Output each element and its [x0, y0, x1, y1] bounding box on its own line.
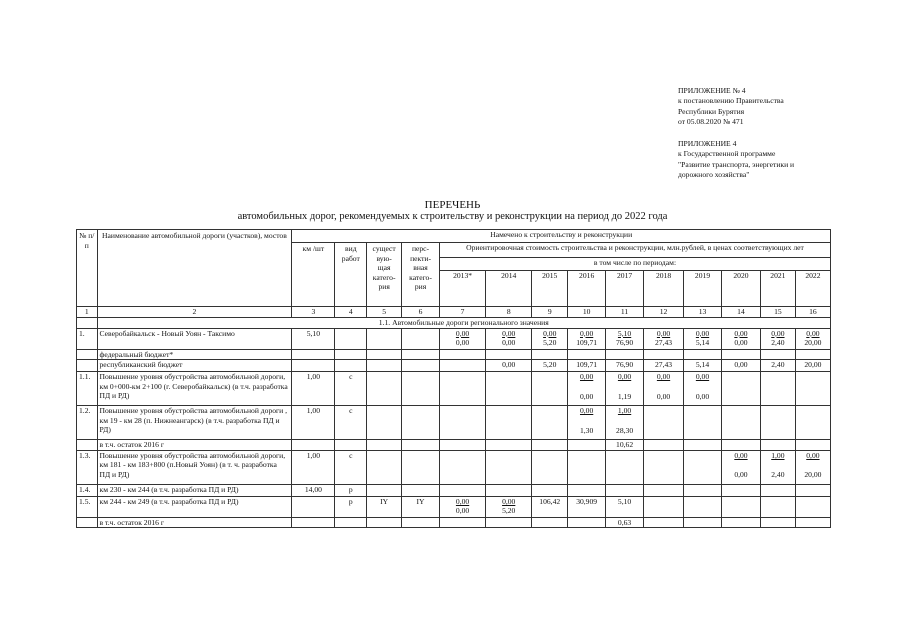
year-value-cell — [440, 372, 486, 406]
year-value-cell — [568, 360, 606, 372]
year-value-cell — [440, 517, 486, 528]
plan-value: 0,00 — [502, 328, 516, 338]
row-work: с — [335, 406, 367, 440]
year-value-cell — [721, 517, 760, 528]
column-number: 1 — [77, 307, 98, 318]
year-value-cell — [760, 406, 795, 440]
year-value-cell — [644, 328, 684, 349]
row-km — [292, 517, 335, 528]
table-row — [77, 349, 831, 360]
year-value-cell — [644, 517, 684, 528]
document-title: ПЕРЕЧЕНЬ — [424, 199, 481, 211]
cost-value: 20,00 — [804, 470, 822, 480]
row-work — [335, 517, 367, 528]
plan-value: 0,00 — [695, 372, 710, 382]
year-value-cell — [532, 349, 568, 360]
year-value-cell — [486, 496, 532, 517]
plan-value: 5,10 — [617, 328, 632, 338]
plan-value: 20,00 — [804, 360, 822, 370]
document-subtitle: автомобильных дорог, рекомендуемых к строительству и реконструкции на период до 2022 года — [237, 211, 668, 222]
year-value-cell — [721, 450, 760, 484]
cost-value: 0,00 — [695, 391, 710, 401]
appendix-line: ПРИЛОЖЕНИЕ 4 — [678, 139, 737, 148]
year-value-cell — [440, 360, 486, 372]
column-number: 11 — [606, 307, 644, 318]
cost-value: 1,19 — [617, 391, 632, 401]
year-value-cell — [684, 360, 722, 372]
year-value-cell — [568, 484, 606, 496]
year-value-cell — [760, 517, 795, 528]
year-value-cell — [486, 450, 532, 484]
year-value-cell — [606, 450, 644, 484]
plan-value: 0,00 — [656, 328, 671, 338]
row-existing-category — [367, 360, 402, 372]
plan-value: 0,00 — [543, 328, 557, 338]
column-number: 16 — [795, 307, 830, 318]
appendix-line: дорожного хозяйства" — [678, 170, 750, 180]
year-value-cell — [486, 360, 532, 372]
year-value-cell — [568, 349, 606, 360]
year-value-cell — [760, 450, 795, 484]
header-year: 2015 — [532, 271, 568, 307]
plan-value: 0,63 — [617, 517, 632, 527]
cost-value: 0,00 — [455, 506, 470, 516]
header-km: км /шт — [292, 243, 335, 307]
row-work: с — [335, 450, 367, 484]
plan-value: 0,00 — [579, 328, 594, 338]
year-value-cell — [644, 360, 684, 372]
year-value-cell — [606, 406, 644, 440]
row-name: федеральный бюджет* — [97, 349, 292, 360]
year-value-cell — [684, 372, 722, 406]
row-prospective-category — [402, 360, 440, 372]
row-name: км 230 - км 244 (в т.ч. разработка ПД и РД) — [97, 484, 292, 496]
plan-value: 0,00 — [734, 450, 748, 460]
year-value-cell — [606, 328, 644, 349]
year-value-cell — [568, 372, 606, 406]
row-work: р — [335, 484, 367, 496]
year-value-cell — [606, 349, 644, 360]
header-year: 2018 — [644, 271, 684, 307]
year-value-cell — [440, 349, 486, 360]
row-prospective-category — [402, 349, 440, 360]
row-num — [77, 349, 98, 360]
year-value-cell — [486, 406, 532, 440]
plan-value: 5,14 — [695, 360, 710, 370]
year-value-cell — [721, 406, 760, 440]
year-value-cell — [795, 372, 830, 406]
year-value-cell — [532, 517, 568, 528]
year-value-cell — [532, 372, 568, 406]
year-value-cell — [644, 406, 684, 440]
year-value-cell — [760, 328, 795, 349]
cost-value: 30,909 — [576, 496, 598, 506]
row-prospective-category: IY — [402, 496, 440, 517]
year-value-cell — [606, 517, 644, 528]
plan-value: 109,71 — [576, 360, 598, 370]
row-prospective-category — [402, 517, 440, 528]
row-num: 1.1. — [77, 372, 98, 406]
row-prospective-category — [402, 450, 440, 484]
row-km: 1,00 — [292, 372, 335, 406]
table-row — [77, 406, 831, 440]
column-number: 8 — [486, 307, 532, 318]
year-value-cell — [684, 328, 722, 349]
plan-value: 1,00 — [617, 406, 632, 416]
cost-value: 0,00 — [579, 391, 594, 401]
row-existing-category — [367, 440, 402, 451]
row-name: Северобайкальск - Новый Уоян - Таксимо — [97, 328, 292, 349]
year-value-cell — [644, 450, 684, 484]
year-value-cell — [760, 496, 795, 517]
row-prospective-category — [402, 484, 440, 496]
year-value-cell — [684, 406, 722, 440]
column-number: 13 — [684, 307, 722, 318]
year-value-cell — [440, 328, 486, 349]
row-km: 1,00 — [292, 406, 335, 440]
header-year: 2019 — [684, 271, 722, 307]
plan-value: 5,10 — [617, 496, 632, 506]
cost-value: 2,40 — [771, 470, 785, 480]
year-value-cell — [721, 484, 760, 496]
row-name: Повышение уровня обустройства автомобильной дороги, км 181 - км 183+800 (п.Новый Уоян) (в т. ч. разработка ПД и РД) — [97, 450, 292, 484]
header-year: 2020 — [721, 271, 760, 307]
plan-value: 76,90 — [616, 360, 634, 370]
row-prospective-category — [402, 372, 440, 406]
cost-value: 106,42 — [539, 496, 561, 506]
roads-table — [76, 229, 831, 528]
plan-value: 2,40 — [771, 360, 785, 370]
header-planned: Намечено к строительству и реконструкции — [292, 230, 831, 243]
cost-value: 28,30 — [616, 425, 634, 435]
plan-value: 0,00 — [617, 372, 632, 382]
row-prospective-category — [402, 406, 440, 440]
year-value-cell — [568, 517, 606, 528]
year-value-cell — [568, 496, 606, 517]
year-value-cell — [684, 517, 722, 528]
header-name: Наименование автомобильной дороги (участков), мостов — [97, 230, 292, 307]
year-value-cell — [760, 372, 795, 406]
year-value-cell — [486, 349, 532, 360]
column-number: 7 — [440, 307, 486, 318]
year-value-cell — [532, 406, 568, 440]
column-number: 6 — [402, 307, 440, 318]
row-name: км 244 - км 249 (в т.ч. разработка ПД и РД) — [97, 496, 292, 517]
row-km: 1,00 — [292, 450, 335, 484]
column-number: 2 — [97, 307, 292, 318]
plan-value: 0,00 — [734, 360, 748, 370]
year-value-cell — [795, 484, 830, 496]
year-value-cell — [568, 328, 606, 349]
header-year: 2017 — [606, 271, 644, 307]
year-value-cell — [795, 349, 830, 360]
year-value-cell — [606, 496, 644, 517]
year-value-cell — [760, 349, 795, 360]
year-value-cell — [795, 440, 830, 451]
cost-value: 0,00 — [656, 391, 671, 401]
plan-value: 0,00 — [502, 496, 516, 506]
year-value-cell — [760, 360, 795, 372]
year-value-cell — [644, 496, 684, 517]
year-value-cell — [486, 484, 532, 496]
year-value-cell — [532, 360, 568, 372]
year-value-cell — [684, 484, 722, 496]
plan-value: 27,43 — [655, 360, 673, 370]
year-value-cell — [760, 484, 795, 496]
column-number: 3 — [292, 307, 335, 318]
plan-value: 0,00 — [771, 328, 785, 338]
row-work — [335, 360, 367, 372]
row-existing-category — [367, 517, 402, 528]
row-num: 1.5. — [77, 496, 98, 517]
year-value-cell — [532, 496, 568, 517]
cost-value: 2,40 — [771, 338, 785, 348]
year-value-cell — [721, 360, 760, 372]
cost-value: 5,20 — [502, 506, 516, 516]
year-value-cell — [721, 372, 760, 406]
row-km — [292, 360, 335, 372]
year-value-cell — [721, 496, 760, 517]
table-row — [77, 328, 831, 349]
plan-value: 0,00 — [579, 372, 594, 382]
plan-value: 1,00 — [771, 450, 785, 460]
header-work: вид работ — [335, 243, 367, 307]
year-value-cell — [644, 484, 684, 496]
row-km — [292, 349, 335, 360]
appendix-line: ПРИЛОЖЕНИЕ № 4 — [678, 86, 746, 95]
row-existing-category — [367, 328, 402, 349]
year-value-cell — [568, 450, 606, 484]
cost-value: 27,43 — [655, 338, 673, 348]
year-value-cell — [606, 440, 644, 451]
year-value-cell — [440, 440, 486, 451]
year-value-cell — [721, 440, 760, 451]
row-existing-category — [367, 450, 402, 484]
year-value-cell — [440, 450, 486, 484]
row-name: Повышение уровня обустройства автомобильной дороги , км 19 - км 28 (п. Нижнеангарск) (в т.ч. разработка ПД и РД) — [97, 406, 292, 440]
year-value-cell — [568, 440, 606, 451]
cost-value: 0,00 — [455, 338, 470, 348]
year-value-cell — [795, 360, 830, 372]
year-value-cell — [440, 496, 486, 517]
row-name: республиканский бюджет — [97, 360, 292, 372]
row-num: 1.3. — [77, 450, 98, 484]
table-row — [77, 496, 831, 517]
appendix-line: к постановлению Правительства — [678, 96, 784, 106]
row-km: 14,00 — [292, 484, 335, 496]
header-prospective-category: перс- пекти- вная катего- рия — [402, 243, 440, 307]
year-value-cell — [684, 440, 722, 451]
year-value-cell — [795, 450, 830, 484]
row-km — [292, 440, 335, 451]
year-value-cell — [644, 440, 684, 451]
column-number: 9 — [532, 307, 568, 318]
column-number: 12 — [644, 307, 684, 318]
year-value-cell — [760, 440, 795, 451]
year-value-cell — [606, 360, 644, 372]
year-value-cell — [684, 496, 722, 517]
year-value-cell — [606, 372, 644, 406]
table-row — [77, 517, 831, 528]
plan-value: 0,00 — [695, 328, 710, 338]
year-value-cell — [684, 450, 722, 484]
row-existing-category — [367, 372, 402, 406]
year-value-cell — [795, 517, 830, 528]
row-work: р — [335, 496, 367, 517]
year-value-cell — [486, 328, 532, 349]
year-value-cell — [644, 349, 684, 360]
row-existing-category — [367, 349, 402, 360]
column-number: 10 — [568, 307, 606, 318]
cost-value: 5,20 — [543, 338, 557, 348]
year-value-cell — [532, 440, 568, 451]
plan-value: 10,62 — [616, 440, 634, 450]
year-value-cell — [532, 328, 568, 349]
plan-value: 0,00 — [579, 406, 594, 416]
row-name: Повышение уровня обустройства автомобильной дороги, км 0+000-км 2+100 (г. Северобайкальск) (в т.ч. разработка ПД и РД) — [97, 372, 292, 406]
header-year: 2014 — [486, 271, 532, 307]
header-existing-category: сущест вую- щая катего- рия — [367, 243, 402, 307]
cost-value: 1,30 — [579, 425, 594, 435]
cost-value: 0,00 — [734, 338, 748, 348]
cost-value: 0,00 — [734, 470, 748, 480]
year-value-cell — [486, 372, 532, 406]
table-row — [77, 484, 831, 496]
header-num: № п/п — [77, 230, 98, 307]
plan-value: 5,20 — [543, 360, 557, 370]
cost-value: 109,71 — [576, 338, 598, 348]
header-cost: Ориентировочная стоимость строительства и реконструкции, млн.рублей, в ценах соответствующих лет — [440, 243, 831, 258]
column-number: 5 — [367, 307, 402, 318]
section-heading: 1.1. Автомобильные дороги регионального значения — [97, 318, 831, 329]
plan-value: 0,00 — [806, 450, 820, 460]
row-existing-category — [367, 484, 402, 496]
appendix-line: Республики Бурятия — [678, 106, 745, 116]
row-num: 1.2. — [77, 406, 98, 440]
table-row — [77, 450, 831, 484]
row-work — [335, 440, 367, 451]
header-year: 2021 — [760, 271, 795, 307]
year-value-cell — [486, 440, 532, 451]
year-value-cell — [532, 450, 568, 484]
header-year: 2016 — [568, 271, 606, 307]
year-value-cell — [795, 328, 830, 349]
row-work: с — [335, 372, 367, 406]
year-value-cell — [532, 484, 568, 496]
row-prospective-category — [402, 440, 440, 451]
year-value-cell — [795, 496, 830, 517]
header-periods: в том числе по периодам: — [440, 258, 831, 271]
year-value-cell — [486, 517, 532, 528]
year-value-cell — [606, 484, 644, 496]
table-row — [77, 360, 831, 372]
year-value-cell — [440, 484, 486, 496]
year-value-cell — [440, 406, 486, 440]
year-value-cell — [721, 328, 760, 349]
plan-value: 0,00 — [455, 496, 470, 506]
column-number: 14 — [721, 307, 760, 318]
row-work — [335, 349, 367, 360]
table-row — [77, 372, 831, 406]
row-num: 1.4. — [77, 484, 98, 496]
year-value-cell — [721, 349, 760, 360]
year-value-cell — [684, 349, 722, 360]
row-work — [335, 328, 367, 349]
column-number: 4 — [335, 307, 367, 318]
appendix-line: "Развитие транспорта, энергетики и — [678, 159, 795, 169]
row-existing-category — [367, 406, 402, 440]
cost-value: 20,00 — [804, 338, 822, 348]
plan-value: 0,00 — [734, 328, 748, 338]
cost-value: 0,00 — [502, 338, 516, 348]
appendix-line: к Государственной программе — [678, 149, 776, 159]
row-existing-category: IY — [367, 496, 402, 517]
plan-value: 0,00 — [656, 372, 671, 382]
row-name: в т.ч. остаток 2016 г — [97, 517, 292, 528]
header-year: 2013* — [440, 271, 486, 307]
row-num — [77, 360, 98, 372]
row-num: 1. — [77, 328, 98, 349]
row-name: в т.ч. остаток 2016 г — [97, 440, 292, 451]
appendix-block-resolution — [678, 86, 784, 128]
row-prospective-category — [402, 328, 440, 349]
header-year: 2022 — [795, 271, 830, 307]
table-row — [77, 440, 831, 451]
row-km — [292, 496, 335, 517]
cost-value: 76,90 — [616, 338, 634, 348]
plan-value: 0,00 — [806, 328, 820, 338]
year-value-cell — [795, 406, 830, 440]
year-value-cell — [568, 406, 606, 440]
year-value-cell — [644, 372, 684, 406]
plan-value: 0,00 — [502, 360, 516, 370]
plan-value: 0,00 — [455, 328, 470, 338]
appendix-line: от 05.08.2020 № 471 — [678, 117, 744, 127]
column-number: 15 — [760, 307, 795, 318]
appendix-block-program — [678, 139, 794, 181]
cost-value: 5,14 — [695, 338, 710, 348]
table-body — [77, 328, 831, 528]
row-km: 5,10 — [292, 328, 335, 349]
row-num — [77, 440, 98, 451]
row-num — [77, 517, 98, 528]
